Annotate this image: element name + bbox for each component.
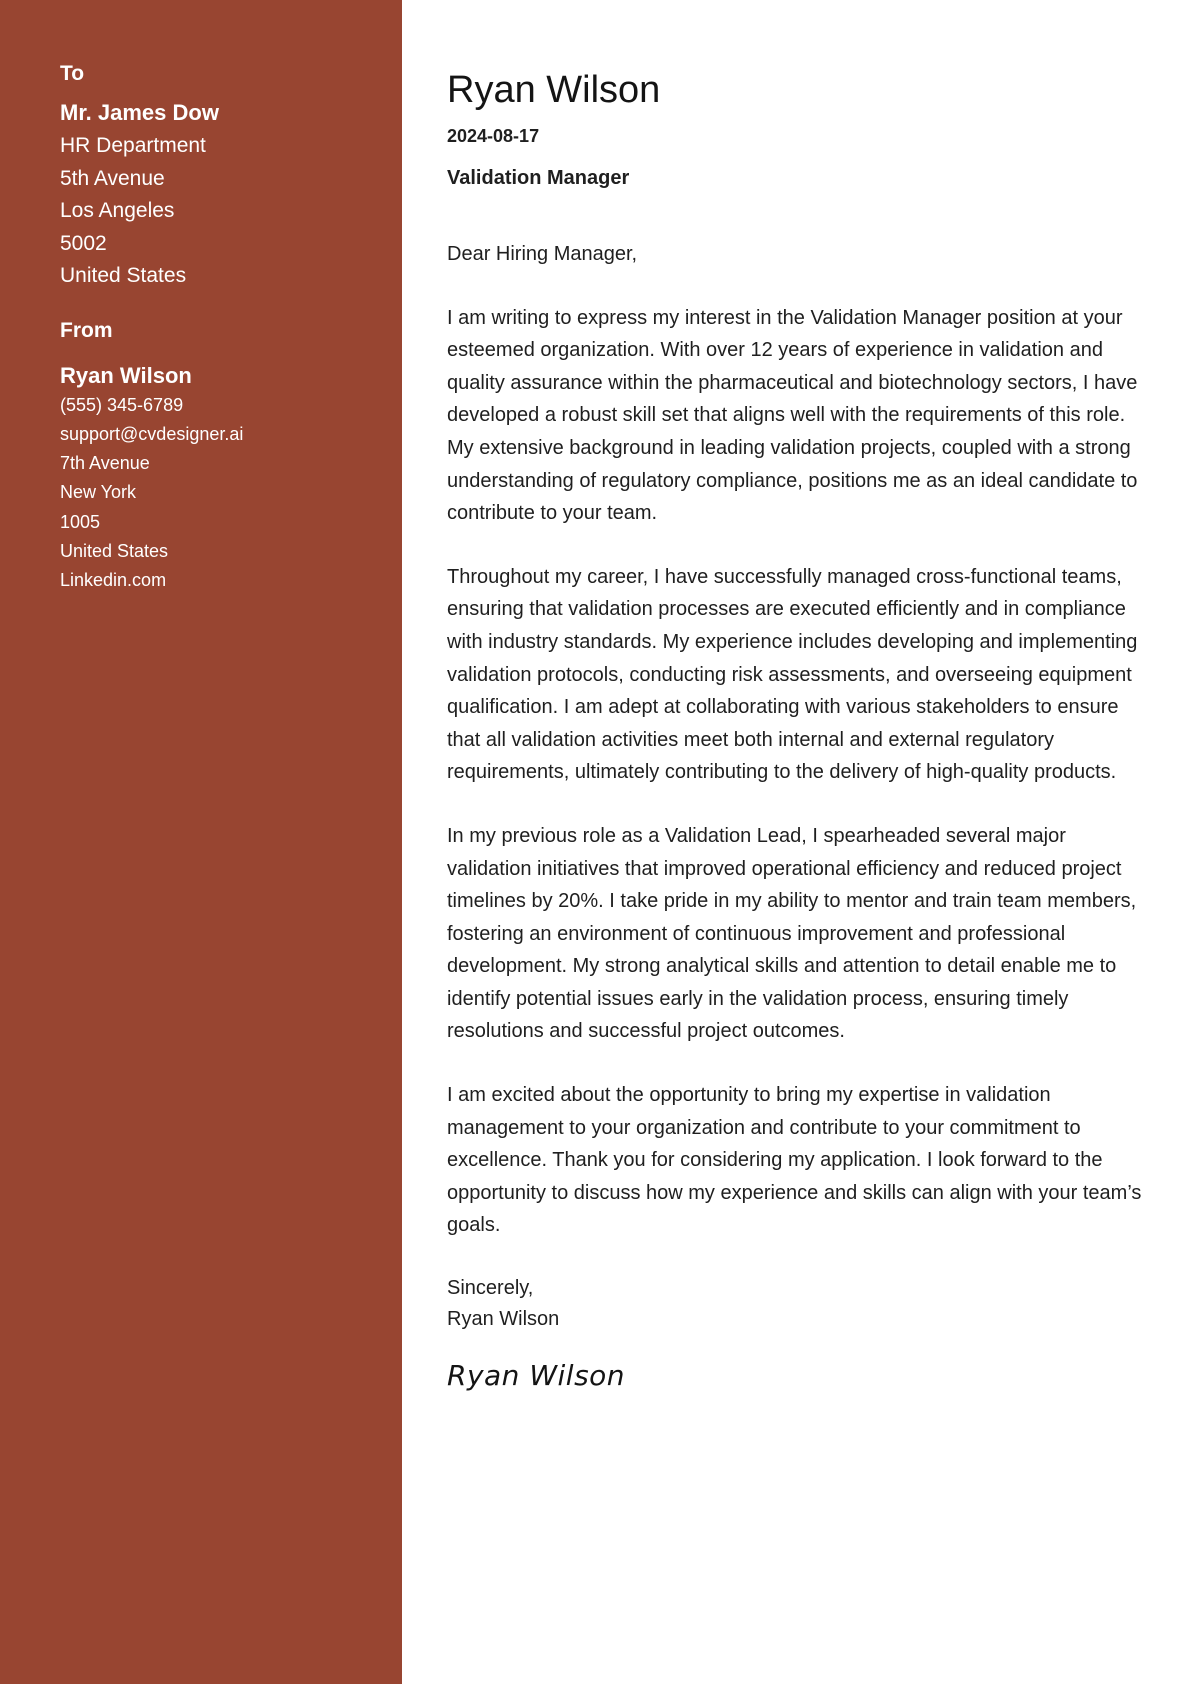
closing-phrase: Sincerely, [447,1277,534,1300]
recipient-name: Mr. James Dow [60,100,219,125]
sender-phone: (555) 345-6789 [60,394,184,415]
sender-section [60,317,402,596]
letter-body [447,62,1147,1392]
to-heading: To [60,62,85,85]
recipient-city: Los Angeles [60,199,175,222]
sender-postal-code: 1005 [60,511,101,532]
sender-name: Ryan Wilson [60,362,192,388]
sender-country: United States [60,540,169,561]
sender-street: 7th Avenue [60,453,150,474]
recipient-street: 5th Avenue [60,166,165,190]
recipient-section [60,60,402,293]
job-title: Validation Manager [447,167,630,189]
letter-date: 2024-08-17 [447,126,540,146]
closing-block [447,1273,1147,1335]
recipient-department: HR Department [60,134,206,157]
closing-name: Ryan Wilson [447,1308,560,1331]
recipient-country: United States [60,264,187,287]
sender-linkedin: Linkedin.com [60,570,167,591]
paragraph-1: I am writing to express my interest in the Validation Manager position at your esteemed organization. With over 12 years of experience in validation and quality assurance within the pharmaceutical and biotechnology sectors, I have developed a robust skill set that aligns well with the requirements of this role. My extensive background in leading validation projects, coupled with a strong understanding of regulatory compliance, positions me as an ideal candidate to contribute to your team. [447,306,1138,525]
from-heading: From [60,318,113,342]
sender-email: support@cvdesigner.ai [60,423,244,444]
signature: Ryan Wilson [447,1359,626,1393]
recipient-postal-code: 5002 [60,231,107,255]
paragraph-2: Throughout my career, I have successfully managed cross-functional teams, ensuring that validation processes are executed efficiently and in compliance with industry standards. My experience includes developing and implementing validation protocols, conducting risk assessments, and overseeing equipment qualification. I am adept at collaborating with various stakeholders to ensure that all validation activities meet both internal and external regulatory requirements, ultimately contributing to the delivery of high-quality products. [447,565,1138,784]
paragraph-4: I am excited about the opportunity to bring my expertise in validation management to your organization and contribute to your commitment to excellence. Thank you for considering my application. I look forward to the opportunity to discuss how my experience and skills can align with your team’s goals. [447,1084,1142,1237]
paragraph-3: In my previous role as a Validation Lead, I spearheaded several major validation initiatives that improved operational efficiency and reduced project timelines by 20%. I take pride in my ability to mentor and train team members, fostering an environment of continuous improvement and professional development. My strong analytical skills and attention to detail enable me to identify potential issues early in the validation process, ensuring timely resolutions and successful project outcomes. [447,824,1137,1043]
sidebar [0,0,402,1684]
greeting: Dear Hiring Manager, [447,243,638,265]
sender-heading-name: Ryan Wilson [447,69,661,111]
sender-city: New York [60,482,137,503]
